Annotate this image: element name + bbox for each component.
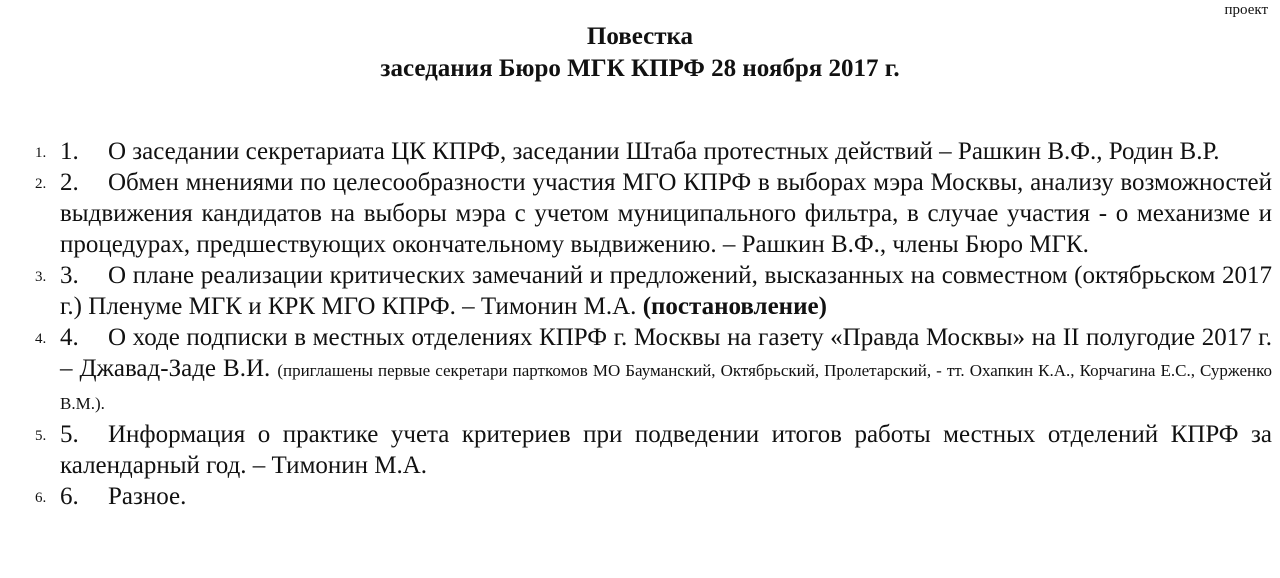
document-title	[0, 21, 1280, 85]
item-bold-note: (постановление)	[642, 293, 827, 320]
item-text: О плане реализации критических замечаний и предложений, высказанных на совместном (октябрьском 2017 г.) Пленуме МГК и КРК МГО КПРФ. – Тимонин М.А.	[60, 262, 1272, 320]
item-text: О заседании секретариата ЦК КПРФ, заседании Штаба протестных действий – Рашкин В.Ф., Родин В.Р.	[108, 138, 1220, 165]
list-marker: 5.	[35, 428, 47, 444]
agenda-item-5	[35, 419, 1272, 481]
list-marker: 4.	[35, 331, 47, 347]
item-number: 3.	[60, 262, 79, 289]
item-number: 2.	[60, 169, 79, 196]
item-text: Разное.	[108, 483, 187, 510]
item-text: Обмен мнениями по целесообразности участия МГО КПРФ в выборах мэра Москвы, анализу возможностей выдвижения кандидатов на выборы мэра с учетом муниципального фильтра, в случае участия - о механизме и процедурах, предшествующих окончательному выдвижению. – Рашкин В.Ф., члены Бюро МГК.	[60, 169, 1272, 258]
agenda-item-1	[35, 136, 1272, 167]
list-marker: 1.	[35, 145, 47, 161]
agenda-list	[35, 136, 1272, 512]
agenda-item-6	[35, 481, 1272, 512]
list-marker: 6.	[35, 490, 47, 506]
item-number: 1.	[60, 138, 79, 165]
draft-label: проект	[1224, 2, 1268, 18]
item-number: 6.	[60, 483, 79, 510]
list-marker: 2.	[35, 176, 47, 192]
title-line-1: Повестка	[586, 23, 694, 50]
item-number: 5.	[60, 421, 79, 448]
item-text: Информация о практике учета критериев при подведении итогов работы местных отделений КПРФ за календарный год. – Тимонин М.А.	[60, 421, 1272, 479]
list-marker: 3.	[35, 269, 47, 285]
title-line-2: заседания Бюро МГК КПРФ 28 ноября 2017 г.	[380, 55, 900, 82]
agenda-item-3	[35, 260, 1272, 322]
item-text: О ходе подписки в местных отделениях КПРФ г. Москвы на газету «Правда Москвы» на II полугодие 2017 г. – Джавад-Заде В.И.	[60, 324, 1272, 382]
agenda-item-2	[35, 167, 1272, 260]
item-number: 4.	[60, 324, 79, 351]
item-small-note: (приглашены первые секретари парткомов МО Бауманский, Октябрьский, Пролетарский, - тт. Охапкин К.А., Корчагина Е.С., Сурженко В.М.).	[60, 361, 1272, 413]
agenda-item-4	[35, 322, 1272, 419]
